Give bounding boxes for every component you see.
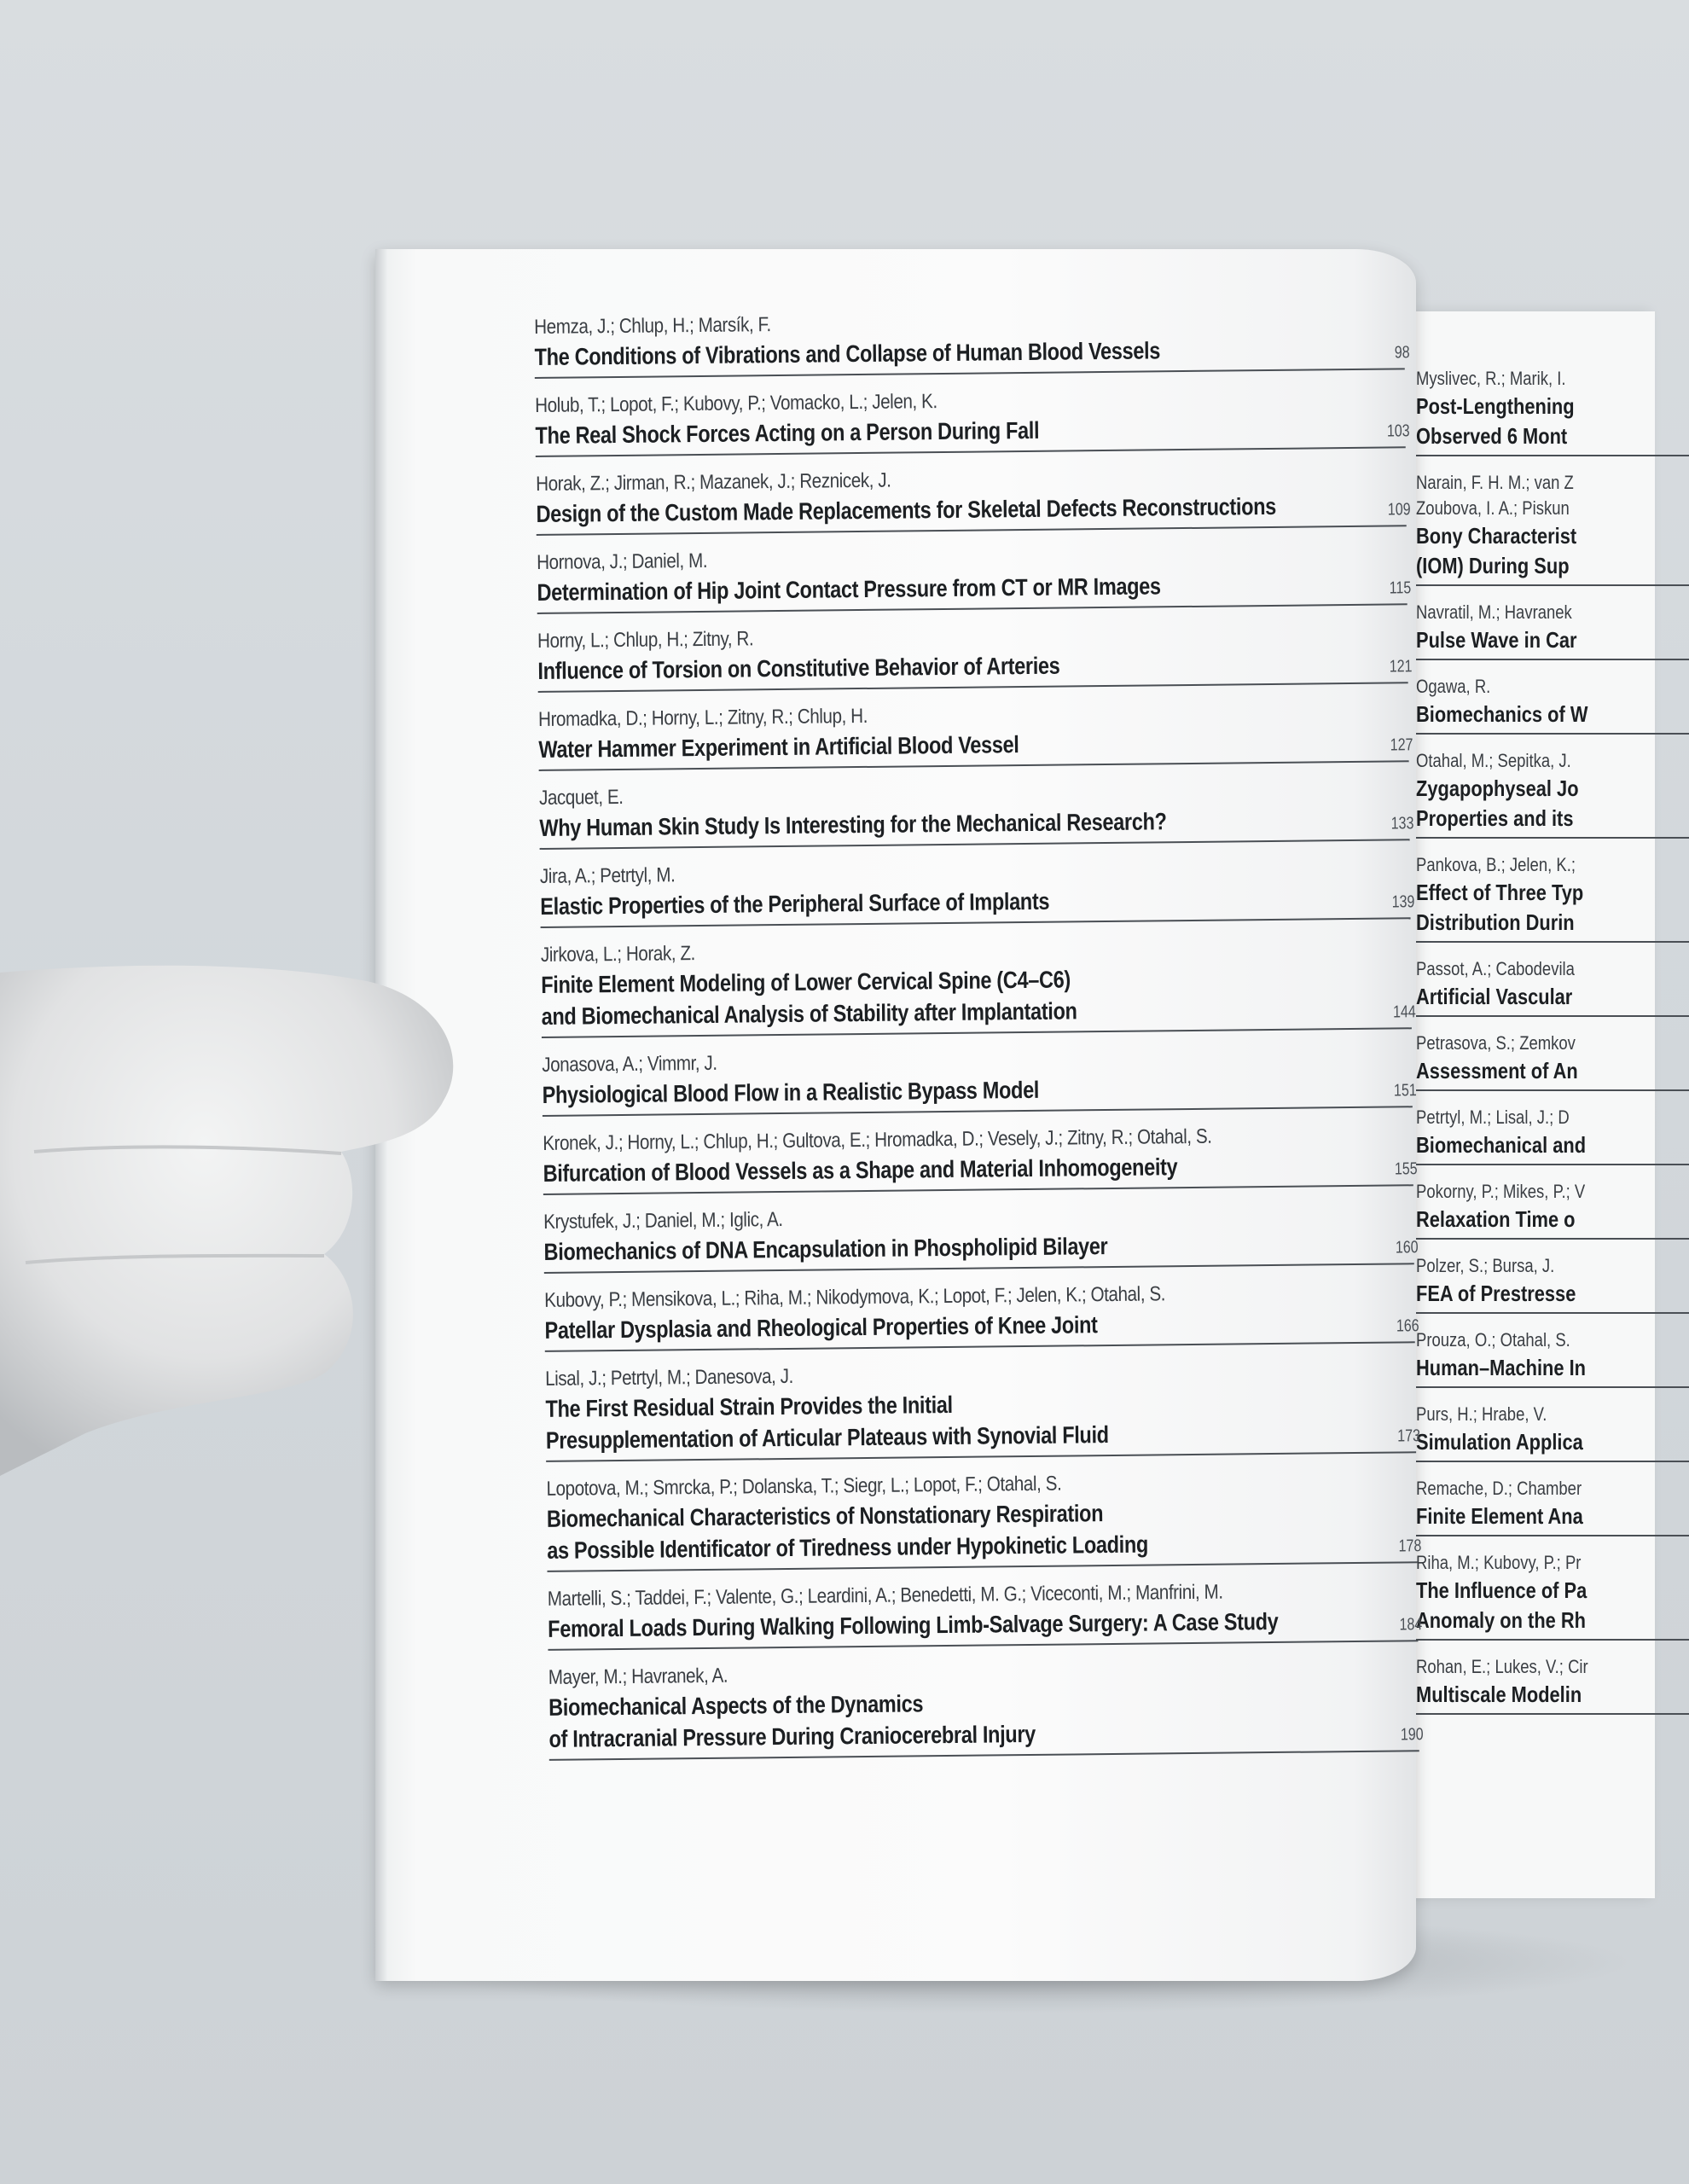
right-toc-entry: [1416, 465, 1689, 586]
toc-entry-authors: Jonasova, A.; Vimmr, J.: [542, 1051, 717, 1077]
toc-entry-title: Femoral Loads During Walking Following Limb-Salvage Surgery: A Case Study: [548, 1607, 1279, 1642]
right-toc-entry-title: Simulation Applica: [1416, 1429, 1583, 1455]
toc-entry-title: of Intracranial Pressure During Craniocerebral Injury: [548, 1720, 1036, 1752]
right-toc-entry: [1416, 1322, 1689, 1388]
toc-entry-authors: Lopotova, M.; Smrcka, P.; Dolanska, T.; Siegr, L.; Lopot, F.; Otahal, S.: [546, 1472, 1062, 1501]
right-toc-entry: [1416, 595, 1689, 660]
toc-entry-title: The First Residual Strain Provides the Initial: [545, 1391, 953, 1422]
right-toc-entry-title: Finite Element Ana: [1416, 1503, 1583, 1529]
toc-entry-title: Influence of Torsion on Constitutive Behavior of Arteries: [537, 652, 1060, 684]
toc-entry-page-number: 173: [1396, 1426, 1420, 1446]
right-toc-entry-title: Zygapophyseal Jo: [1416, 775, 1579, 801]
right-toc-entry-authors: Pokorny, P.; Mikes, P.; V: [1416, 1181, 1586, 1202]
toc-entry-authors: Horny, L.; Chlup, H.; Zitny, R.: [537, 627, 754, 653]
toc-entry-authors: Jirkova, L.; Horak, Z.: [540, 942, 695, 967]
right-toc-entry-title: (IOM) During Sup: [1416, 553, 1570, 578]
right-toc-entry-title: The Influence of Pa: [1416, 1577, 1587, 1603]
toc-entry-page-number: 166: [1396, 1316, 1419, 1336]
right-toc-entry-authors: Zoubova, I. A.; Piskun: [1416, 497, 1570, 519]
toc-entry: [534, 299, 1410, 379]
right-toc-entry-title: Relaxation Time o: [1416, 1206, 1576, 1232]
right-toc-entry: [1416, 1545, 1689, 1641]
toc-entry-title: The Real Shock Forces Acting on a Person During Fall: [535, 416, 1040, 449]
toc-entry-authors: Hemza, J.; Chlup, H.; Marsík, F.: [534, 313, 771, 339]
toc-entry: [546, 1461, 1422, 1572]
right-toc-entry-title: Distribution Durin: [1416, 909, 1575, 935]
toc-entry-title: The Conditions of Vibrations and Collapse of Human Blood Vessels: [534, 337, 1161, 370]
right-toc-entry-title: Biomechanical and: [1416, 1132, 1587, 1158]
right-toc-entry-title: Multiscale Modelin: [1416, 1682, 1582, 1707]
right-toc-entry-title: Bony Characterist: [1416, 523, 1577, 549]
right-toc-entry: [1416, 1397, 1689, 1462]
toc-entry-authors: Hornova, J.; Daniel, M.: [536, 549, 708, 574]
right-toc-entry-title: Effect of Three Typ: [1416, 880, 1584, 905]
right-toc-entry-authors: Otahal, M.; Sepitka, J.: [1416, 750, 1571, 771]
toc-entry-page-number: 115: [1389, 578, 1412, 598]
toc-entry-page-number: 160: [1395, 1238, 1419, 1258]
toc-entry-authors: Kubovy, P.; Mensikova, L.; Riha, M.; Nikodymova, K.; Lopot, F.; Jelen, K.; Otahal, S.: [544, 1282, 1166, 1312]
toc-entry: [548, 1650, 1424, 1761]
right-toc-entry-title: Post-Lengthening: [1416, 393, 1575, 419]
right-toc-entry-authors: Remache, D.; Chamber: [1416, 1478, 1582, 1499]
toc-entry-authors: Lisal, J.; Petrtyl, M.; Danesova, J.: [544, 1364, 794, 1391]
toc-entry-page-number: 155: [1394, 1159, 1418, 1179]
right-toc-entry-title: FEA of Prestresse: [1416, 1281, 1576, 1306]
right-toc-entry-authors: Polzer, S.; Bursa, J.: [1416, 1255, 1555, 1276]
toc-entry-page-number: 144: [1392, 1002, 1416, 1022]
right-toc-entry-title: Artificial Vascular: [1416, 984, 1573, 1009]
right-toc-entry-authors: Petrasova, S.; Zemkov: [1416, 1032, 1576, 1054]
toc-entry-page-number: 190: [1400, 1725, 1424, 1745]
toc-entry-title: as Possible Identificator of Tiredness under Hypokinetic Loading: [547, 1531, 1149, 1564]
toc-entry-page-number: 109: [1387, 500, 1411, 520]
right-toc-entry-authors: Ogawa, R.: [1416, 676, 1491, 697]
right-toc-entry-title: Properties and its: [1416, 805, 1574, 831]
toc-entry-title: Determination of Hip Joint Contact Pressure from CT or MR Images: [537, 572, 1161, 606]
right-toc-entry-authors: Navratil, M.; Havranek: [1416, 601, 1572, 623]
toc-entry-page-number: 121: [1389, 657, 1413, 677]
right-toc-entry-title: Assessment of An: [1416, 1058, 1578, 1083]
toc-entry-title: Elastic Properties of the Peripheral Surface of Implants: [540, 887, 1050, 920]
gloved-hand: [0, 956, 478, 1510]
toc-entry-page-number: 127: [1390, 735, 1413, 755]
toc-entry-title: Patellar Dysplasia and Rheological Properties of Knee Joint: [544, 1311, 1098, 1344]
right-toc-entry: [1416, 1248, 1689, 1314]
right-toc-entry-title: Anomaly on the Rh: [1416, 1607, 1587, 1633]
toc-entry-authors: Horak, Z.; Jirman, R.; Mazanek, J.; Reznicek, J.: [536, 468, 891, 496]
toc-entry: [537, 692, 1413, 771]
toc-entry-page-number: 139: [1391, 892, 1415, 912]
right-toc-entry-authors: Narain, F. H. M.; van Z: [1416, 472, 1574, 493]
right-toc-entry: [1416, 1174, 1689, 1240]
toc-entry-title: Biomechanics of DNA Encapsulation in Phospholipid Bilayer: [543, 1233, 1108, 1265]
toc-entry: [538, 770, 1414, 850]
toc-entry: [537, 613, 1413, 693]
toc-entry-title: and Biomechanical Analysis of Stability after Implantation: [541, 997, 1077, 1030]
toc-entry-authors: Holub, T.; Lopot, F.; Kubovy, P.; Vomacko, L.; Jelen, K.: [535, 390, 937, 417]
toc-entry-authors: Krystufek, J.; Daniel, M.; Iglic, A.: [543, 1208, 783, 1234]
toc-entry-page-number: 98: [1394, 343, 1410, 363]
right-toc-entry: [1416, 361, 1689, 456]
toc-entry-authors: Jira, A.; Petrtyl, M.: [539, 863, 676, 888]
right-toc-entry-authors: Pankova, B.; Jelen, K.;: [1416, 854, 1576, 875]
toc-entry: [543, 1116, 1418, 1195]
right-toc-entry-authors: Prouza, O.; Otahal, S.: [1416, 1329, 1570, 1350]
right-toc-entry: [1416, 847, 1689, 943]
toc-entry-authors: Hromadka, D.; Horny, L.; Zitny, R.; Chlup, H.: [537, 704, 868, 731]
right-toc-entry-authors: Purs, H.; Hrabe, V.: [1416, 1403, 1547, 1425]
toc-entry: [536, 535, 1412, 614]
toc-entry: [547, 1571, 1422, 1651]
toc-entry-authors: Martelli, S.; Taddei, F.; Valente, G.; Leardini, A.; Benedetti, M. G.; Viceconti, M.; Manfrini, M.: [547, 1580, 1223, 1611]
toc-entry-title: Design of the Custom Made Replacements for Skeletal Defects Reconstructions: [536, 492, 1277, 527]
toc-entry: [535, 378, 1410, 457]
right-toc-entry-authors: Petrtyl, M.; Lisal, J.; D: [1416, 1107, 1570, 1128]
toc-entry: [536, 456, 1411, 536]
toc-entry-page-number: 184: [1399, 1615, 1422, 1635]
toc-entry-title: Physiological Blood Flow in a Realistic Bypass Model: [542, 1076, 1040, 1108]
toc-entry-title: Why Human Skin Study Is Interesting for the Mechanical Research?: [539, 808, 1167, 841]
toc-entry: [543, 1194, 1419, 1274]
toc-entry: [540, 927, 1416, 1038]
toc-entry-title: Bifurcation of Blood Vessels as a Shape and Material Inhomogeneity: [543, 1153, 1178, 1187]
toc-entry: [544, 1273, 1419, 1352]
toc-entry-page-number: 103: [1386, 421, 1410, 441]
right-toc-entry: [1416, 1471, 1689, 1536]
toc-entry: [542, 1037, 1417, 1117]
toc-entry-title: Water Hammer Experiment in Artificial Blood Vessel: [538, 731, 1019, 763]
toc-entry-title: Biomechanical Characteristics of Nonstationary Respiration: [546, 1500, 1104, 1532]
toc-entry-authors: Mayer, M.; Havranek, A.: [548, 1664, 728, 1689]
right-toc-entry-authors: Riha, M.; Kubovy, P.; Pr: [1416, 1552, 1582, 1573]
right-toc-entry-title: Pulse Wave in Car: [1416, 627, 1577, 653]
right-toc-entry-title: Human–Machine In: [1416, 1355, 1587, 1380]
right-toc-entry: [1416, 743, 1689, 839]
right-toc-entry-title: Observed 6 Mont: [1416, 423, 1568, 449]
toc-entry-title: Biomechanical Aspects of the Dynamics: [548, 1690, 924, 1721]
right-toc-entry: [1416, 1025, 1689, 1091]
right-toc-entry: [1416, 669, 1689, 735]
toc-entry-title: Finite Element Modeling of Lower Cervical Spine (C4–C6): [541, 966, 1071, 998]
right-toc-list: [1416, 361, 1689, 1723]
toc-entry: [539, 849, 1415, 928]
toc-entry-page-number: 178: [1398, 1536, 1422, 1556]
toc-entry: [544, 1351, 1420, 1462]
right-toc-entry-authors: Myslivec, R.; Marik, I.: [1416, 368, 1566, 389]
toc-entry-title: Presupplementation of Articular Plateaus with Synovial Fluid: [545, 1421, 1109, 1454]
toc-list: [534, 299, 1424, 1769]
right-toc-entry-title: Biomechanics of W: [1416, 701, 1588, 727]
left-page: [375, 249, 1424, 1981]
toc-entry-authors: Jacquet, E.: [538, 785, 624, 810]
toc-entry-authors: Kronek, J.; Horny, L.; Chlup, H.; Gultova, E.; Hromadka, D.; Vesely, J.; Zitny, R.; Otahal, S.: [543, 1124, 1212, 1155]
right-toc-entry-authors: Passot, A.; Cabodevila: [1416, 958, 1575, 979]
toc-entry-page-number: 133: [1390, 814, 1414, 834]
right-toc-entry-authors: Rohan, E.; Lukes, V.; Cir: [1416, 1656, 1588, 1677]
toc-entry-page-number: 151: [1393, 1081, 1417, 1101]
right-toc-entry: [1416, 1649, 1689, 1715]
right-toc-entry: [1416, 951, 1689, 1017]
right-toc-entry: [1416, 1100, 1689, 1165]
